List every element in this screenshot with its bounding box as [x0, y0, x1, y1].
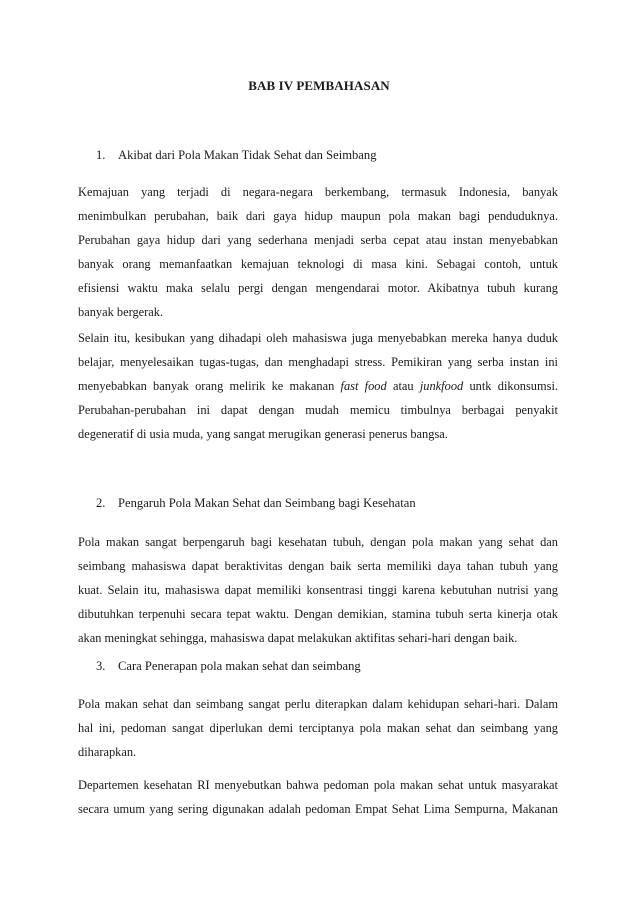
text-line: akan meningkat sehingga, mahasiswa dapat melakukan aktifitas sehari-hari dengan baik.: [78, 631, 518, 646]
text-line: banyak orang memanfaatkan kemajuan teknologi di masa kini. Sebagai contoh, untuk: [78, 257, 558, 272]
section-number: 2.: [96, 496, 106, 510]
section-2-heading: [96, 496, 416, 511]
text-line: banyak bergerak.: [78, 305, 164, 320]
section-1-paragraph-1: [78, 180, 558, 325]
text-line: belajar, menyelesaikan tugas-tugas, dan menghadapi stress. Pemikiran yang serba instan ini: [78, 355, 558, 370]
text-line: Perubahan-perubahan ini dapat dengan mudah memicu timbulnya berbagai penyakit: [78, 403, 558, 418]
text-line: seimbang mahasiswa dapat beraktivitas dengan baik serta memiliki daya tahan tubuh yang: [78, 559, 558, 574]
section-3-paragraph-2: [78, 773, 558, 821]
emphasis-fast-food: fast food: [340, 379, 387, 394]
section-2-paragraph-1: [78, 530, 558, 650]
chapter-title: BAB IV PEMBAHASAN: [248, 78, 390, 93]
text-line-with-emphasis: [78, 374, 558, 398]
text-line: menimbulkan perubahan, baik dari gaya hidup maupun pola makan bagi penduduknya.: [78, 209, 558, 224]
text-line: Selain itu, kesibukan yang dihadapi oleh mahasiswa juga menyebabkan mereka hanya duduk: [78, 331, 558, 345]
text-line: kuat. Selain itu, mahasiswa dapat memiliki konsentrasi tinggi karena kebutuhan nutrisi yang: [78, 583, 558, 598]
text-span: menyebabkan banyak orang melirik ke makanan: [78, 379, 341, 394]
text-line: Pola makan sangat berpengaruh bagi kesehatan tubuh, dengan pola makan yang sehat dan: [78, 535, 558, 549]
text-line: Kemajuan yang terjadi di negara-negara berkembang, termasuk Indonesia, banyak: [78, 185, 558, 199]
text-line: dibutuhkan terpenuhi secara tepat waktu. Dengan demikian, stamina tubuh serta kinerja otak: [78, 607, 558, 622]
emphasis-junkfood: junkfood: [419, 379, 464, 394]
text-line: secara umum yang sering digunakan adalah pedoman Empat Sehat Lima Sempurna, Makanan: [78, 802, 558, 817]
text-span: atau: [386, 379, 420, 394]
section-number: 1.: [96, 148, 106, 162]
section-title: Cara Penerapan pola makan sehat dan seimbang: [118, 659, 361, 673]
text-line: degeneratif di usia muda, yang sangat merugikan generasi penerus bangsa.: [78, 427, 448, 442]
text-line: Perubahan gaya hidup dari yang sederhana menjadi serba cepat atau instan menyebabkan: [78, 233, 558, 248]
section-3-paragraph-1: [78, 692, 558, 764]
section-3-heading: [96, 659, 361, 674]
section-number: 3.: [96, 659, 106, 673]
text-line: Departemen kesehatan RI menyebutkan bahwa pedoman pola makan sehat untuk masyarakat: [78, 778, 558, 792]
text-line: Pola makan sehat dan seimbang sangat perlu diterapkan dalam kehidupan sehari-hari. Dalam: [78, 697, 558, 711]
text-line: diharapkan.: [78, 745, 137, 760]
section-1-heading: [96, 148, 377, 163]
text-line: efisiensi waktu maka selalu pergi dengan mengendarai motor. Akibatnya tubuh kurang: [78, 281, 558, 296]
text-line: hal ini, pedoman sangat diperlukan demi terciptanya pola makan sehat dan seimbang yang: [78, 721, 558, 736]
section-title: Akibat dari Pola Makan Tidak Sehat dan Seimbang: [118, 148, 377, 162]
section-1-paragraph-2: [78, 326, 558, 446]
text-span: untk dikonsumsi.: [463, 379, 558, 394]
section-title: Pengaruh Pola Makan Sehat dan Seimbang bagi Kesehatan: [118, 496, 416, 510]
